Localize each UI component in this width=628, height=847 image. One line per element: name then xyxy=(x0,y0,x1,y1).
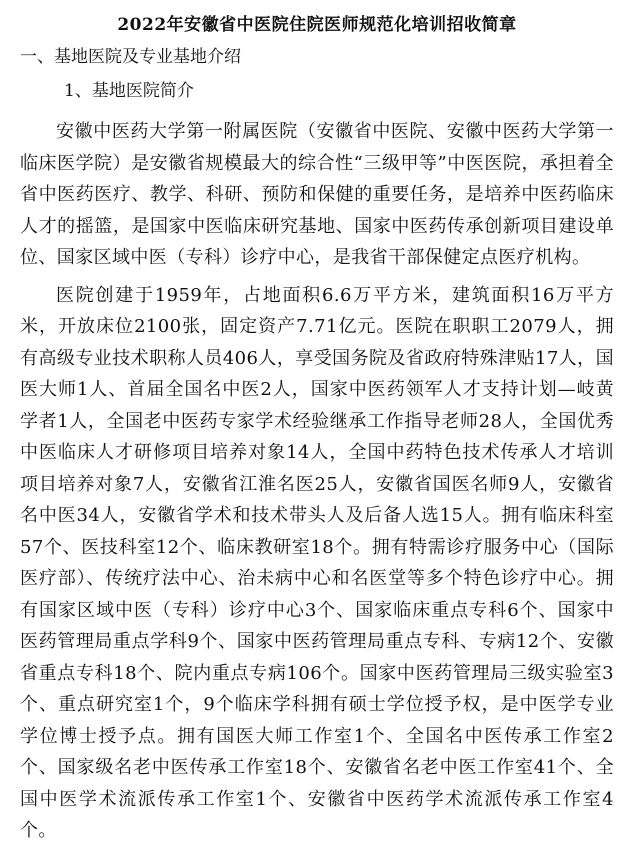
section-heading: 一、基地医院及专业基地介绍 xyxy=(20,47,241,67)
intro-paragraph: 安徽中医药大学第一附属医院（安徽省中医院、安徽中医药大学第一临床医学院）是安徽省规模最大的综合性“三级甲等”中医医院，承担着全省中医药医疗、教学、科研、预防和保健的重要任务，是培养中医药临床人才的摇篮，是国家中医临床研究基地、国家中医药传承创新项目建设单位、国家区域中医（专科）诊疗中心，是我省干部保健定点医疗机构。 xyxy=(20,121,614,268)
document-title: 2022年安徽省中医院住院医师规范化培训招收简章 xyxy=(117,15,517,35)
history-paragraph: 医院创建于1959年，占地面积6.6万平方米，建筑面积16万平方米，开放床位2100张，固定资产7.71亿元。医院在职职工2079人，拥有高级专业技术职称人员406人，享受国务院及省政府特殊津贴17人，国医大师1人、首届全国名中医2人，国家中医药领军人才支持计划—岐黄学者1人，全国老中医药专家学术经验继承工作指导老师28人，全国优秀中医临床人才研修项目培养对象14人，全国中药特色技术传承人才培训项目培养对象7人，安徽省江淮名医25人，安徽省国医名师9人，安徽省名中医34人，安徽省学术和技术带头人及后备人选15人。拥有临床科室57个、医技科室12个、临床教研室18个。拥有特需诊疗服务中心（国际医疗部）、传统疗法中心、治未病中心和名医堂等多个特色诊疗中心。拥有国家区域中医（专科）诊疗中心3个、国家临床重点专科6个、国家中医药管理局重点学科9个、国家中医药管理局重点专科、专病12个、安徽省重点专科18个、院内重点专病106个。国家中医药管理局三级实验室3个、重点研究室1个，9个临床学科拥有硕士学位授予权，是中医学专业学位博士授予点。拥有国医大师工作室1个、全国名中医传承工作室2个、国家级名老中医传承工作室18个、安徽省名老中医工作室41个、全国中医学术流派传承工作室1个、安徽省中医药学术流派传承工作室4个。 xyxy=(20,284,614,841)
subsection-heading: 1、基地医院简介 xyxy=(64,81,194,101)
